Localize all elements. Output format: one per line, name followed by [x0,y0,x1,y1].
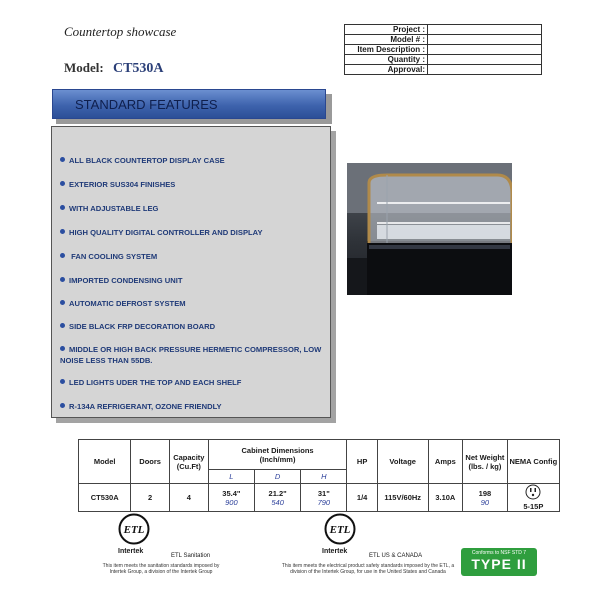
cell-doors: 2 [131,484,170,512]
cell-depth [255,484,301,512]
bullet-icon [60,379,65,384]
feature-text: MIDDLE OR HIGH BACK PRESSURE HERMETIC COMPRESSOR, LOW NOISE LESS THAN 55DB. [60,345,322,365]
feature-text: LED LIGHTS UDER THE TOP AND EACH SHELF [69,378,242,387]
header-voltage: Voltage [377,440,428,484]
feature-item [60,321,322,332]
feature-text: R-134A REFRIGERANT, OZONE FRIENDLY [69,402,222,411]
document-title: Countertop showcase [64,24,177,39]
feature-text: ALL BLACK COUNTERTOP DISPLAY CASE [69,156,225,165]
etl-us-canada-logo [324,513,356,545]
quantity-label: Quantity : [345,55,428,65]
header-doors: Doors [131,440,170,484]
feature-item [60,377,322,388]
cell-amps: 3.10A [428,484,463,512]
cell-height [301,484,347,512]
header-hp: HP [347,440,377,484]
cell-hp: 1/4 [347,484,377,512]
model-number-value[interactable] [428,35,542,45]
etl-us-canada-title: ETL US & CANADA [369,553,423,559]
feature-item [60,344,322,366]
standard-features-banner: STANDARD FEATURES [52,89,326,119]
depth-inch: 21.2" [268,488,287,498]
bullet-icon [60,277,65,282]
intertek-label-middle: Intertek [322,548,348,555]
header-length: L [208,470,254,484]
etl-sanitation-logo [118,513,150,545]
display-case-illustration [347,163,512,295]
header-nema: NEMA Config [507,440,559,484]
etl-mark-icon [118,513,150,545]
feature-item [60,298,322,309]
feature-text: SIDE BLACK FRP DECORATION BOARD [69,322,216,331]
feature-item [60,227,322,238]
net-weight-title: Net Weight [465,452,505,462]
etl-sanitation-title: ETL Sanitation [171,553,211,559]
net-weight-unit: (lbs. / kg) [468,461,502,471]
etl-us-canada-note: This item meets the electrical product safety standards imposed by the ETL, a division of the Intertek Group, for use in the United States and Canada [281,563,455,575]
cell-length [208,484,254,512]
product-photo [347,163,512,295]
header-model: Model [79,440,131,484]
feature-item [60,179,322,190]
model-heading [64,60,164,77]
features-box [51,126,331,418]
model-number-label: Model # : [345,35,428,45]
spec-data-row [79,484,560,512]
feature-text: EXTERIOR SUS304 FINISHES [69,180,176,189]
feature-item [60,275,322,286]
depth-mm: 540 [271,497,284,507]
feature-item [60,251,322,262]
bullet-icon [60,300,65,305]
etl-mark-text: ETL [329,524,351,536]
approval-value[interactable] [428,65,542,75]
cabinet-dimensions-unit: (Inch/mm) [259,454,296,464]
specification-table [78,439,560,512]
cell-capacity: 4 [169,484,208,512]
feature-item [60,401,322,412]
weight-kg: 90 [480,497,490,507]
item-description-row [345,45,542,55]
cell-net-weight [463,484,508,512]
bullet-icon [60,157,65,162]
bullet-icon [60,403,65,408]
nsf-big-text: TYPE II [471,556,527,572]
model-number-row [345,35,542,45]
bullet-icon [60,253,65,258]
nema-plug-icon [525,484,541,500]
quantity-row [345,55,542,65]
model-label: Model: [64,60,104,75]
cell-model: CT530A [79,484,131,512]
header-net-weight [463,440,508,484]
project-value[interactable] [428,25,542,35]
length-inch: 35.4" [222,488,241,498]
feature-text: FAN COOLING SYSTEM [69,252,158,261]
feature-text: WITH ADJUSTABLE LEG [69,204,159,213]
bullet-icon [60,205,65,210]
bullet-icon [60,323,65,328]
feature-text: IMPORTED CONDENSING UNIT [69,276,183,285]
approval-row [345,65,542,75]
approval-label: Approval: [345,65,428,75]
nsf-small-text: Conforms to NSF STD 7 [471,550,527,556]
height-mm: 790 [317,497,331,507]
cell-voltage: 115V/60Hz [377,484,428,512]
etl-mark-text: ETL [123,524,145,536]
nsf-type-ii-badge [461,548,537,576]
item-description-label: Item Description : [345,45,428,55]
feature-item [60,155,322,166]
cabinet-dimensions-title: Cabinet Dimensions [241,445,314,455]
project-row [345,25,542,35]
bullet-icon [60,229,65,234]
etl-mark-icon [324,513,356,545]
height-inch: 31" [317,488,330,498]
project-label: Project : [345,25,428,35]
bullet-icon [60,346,65,351]
quantity-value[interactable] [428,55,542,65]
cell-nema [507,484,559,512]
feature-text: AUTOMATIC DEFROST SYSTEM [69,299,186,308]
feature-text: HIGH QUALITY DIGITAL CONTROLLER AND DISPLAY [69,228,263,237]
intertek-label-left: Intertek [118,548,144,555]
etl-sanitation-note: This item meets the sanitation standards imposed by Intertek Group, a division of the Intertek Group [102,563,220,575]
length-mm: 900 [225,497,238,507]
header-amps: Amps [428,440,463,484]
project-info-table [344,24,542,75]
weight-lbs: 198 [478,488,492,498]
header-cabinet-dimensions [208,440,347,470]
model-code: CT530A [112,61,164,76]
nema-text: 5-15P [523,502,544,511]
header-capacity: Capacity (Cu.Ft) [169,440,208,484]
feature-item [60,203,322,214]
item-description-value[interactable] [428,45,542,55]
header-height: H [301,470,347,484]
spec-header-row [79,440,560,470]
header-depth: D [255,470,301,484]
bullet-icon [60,181,65,186]
